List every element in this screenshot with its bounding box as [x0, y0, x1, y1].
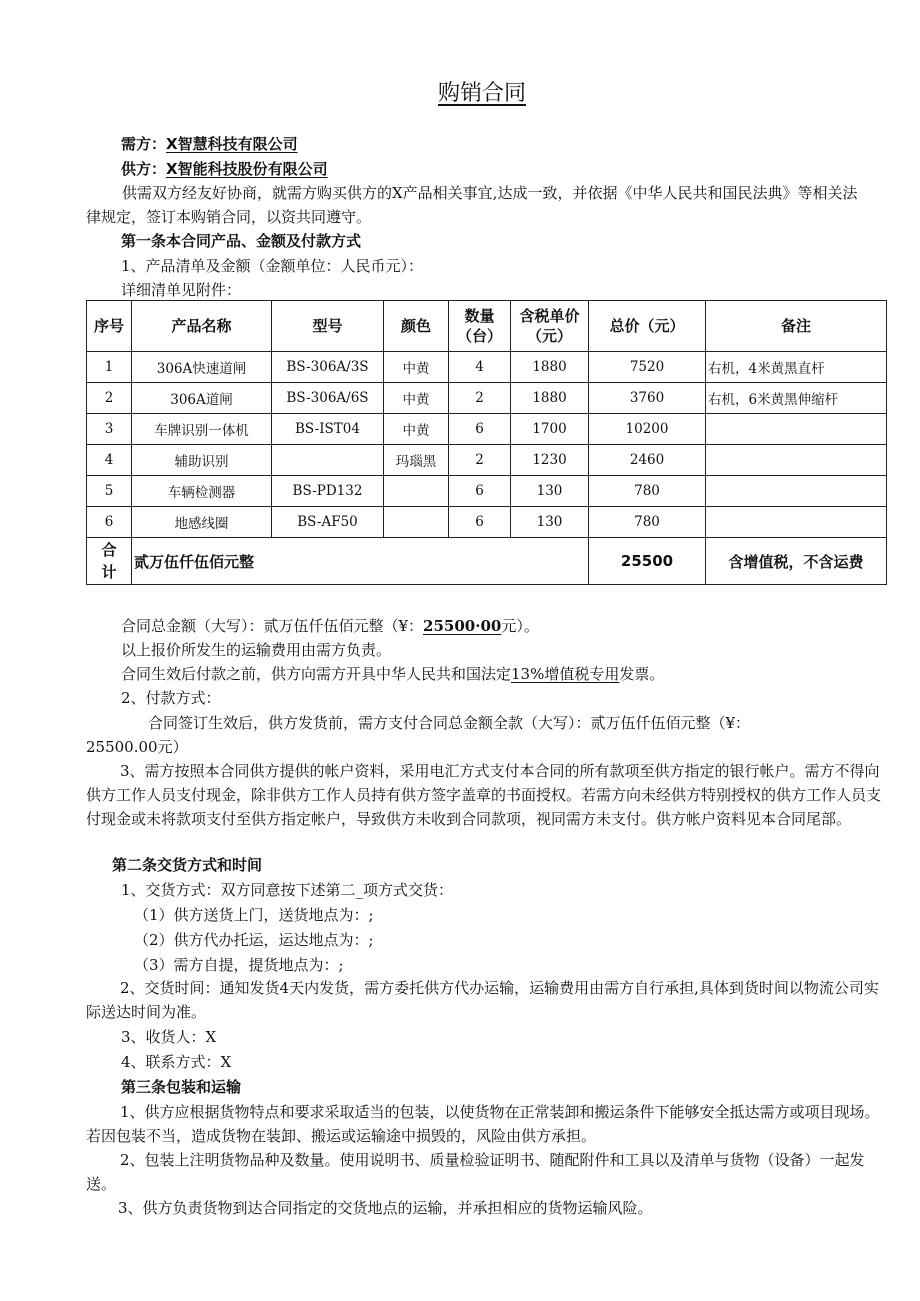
invoice-underlined: 13%增值税专用: [511, 665, 620, 683]
table-row: [87, 383, 887, 414]
table-cell: [706, 414, 887, 445]
table-cell: 6: [87, 507, 132, 538]
table-cell: 右机，6米黄黑伸缩杆: [706, 383, 887, 414]
table-cell: BS-PD132: [272, 476, 384, 507]
table-cell: 2460: [589, 445, 706, 476]
delivery-option-1: （1）供方送货上门，送货地点为：;: [134, 906, 374, 924]
total-label: 合计: [87, 538, 132, 585]
table-row: [87, 445, 887, 476]
table-row: [87, 507, 887, 538]
table-cell: 130: [511, 507, 589, 538]
table-cell: 2: [449, 383, 511, 414]
total-value: 25500: [589, 538, 706, 585]
table-cell: 780: [589, 476, 706, 507]
table-cell: 1: [87, 352, 132, 383]
table-cell: [384, 476, 449, 507]
header-cell: 型号: [272, 301, 384, 352]
table-cell: 1700: [511, 414, 589, 445]
table-cell: 车辆检测器: [132, 476, 272, 507]
header-cell: 备注: [706, 301, 887, 352]
article2-item4: 4、联系方式：X: [121, 1053, 232, 1071]
table-header-row: [87, 301, 887, 352]
table-cell: 2: [449, 445, 511, 476]
total-note: 含增值税，不含运费: [706, 538, 887, 585]
intro-paragraph: 供需双方经友好协商，就需方购买供方的X产品相关事宜,达成一致，并依据《中华人民共和国民法典》等相关法律规定，签订本购销合同，以资共同遵守。: [86, 184, 858, 226]
amount-prefix: 合同总金额（大写）：贰万伍仟伍佰元整（¥：: [121, 617, 424, 635]
table-cell: 右机，4米黄黑直杆: [706, 352, 887, 383]
table-cell: 3760: [589, 383, 706, 414]
table-cell: 10200: [589, 414, 706, 445]
table-row: [87, 414, 887, 445]
table-total-row: [87, 538, 887, 585]
article3-item2: 2、包装上注明货物品种及数量。使用说明书、质量检验证明书、随配附件和工具以及清单与货物（设备）一起发送。: [86, 1151, 865, 1193]
table-cell: 780: [589, 507, 706, 538]
invoice-suffix: 发票。: [619, 665, 665, 683]
table-cell: 1230: [511, 445, 589, 476]
table-cell: 6: [449, 507, 511, 538]
table-cell: 中黄: [384, 414, 449, 445]
header-cell: 数量（台）: [449, 301, 511, 352]
table-cell: 玛瑙黑: [384, 445, 449, 476]
amount-suffix: 元）。: [501, 617, 539, 635]
table-cell: [706, 476, 887, 507]
invoice-prefix: 合同生效后付款之前，供方向需方开具中华人民共和国法定: [121, 665, 512, 683]
header-cell: 总价（元）: [589, 301, 706, 352]
article2-item2: 2、交货时间：通知发货4天内发货，需方委托供方代办运输，运输费用由需方自行承担,具体到货时间以物流公司实际送达时间为准。: [86, 979, 879, 1021]
article1-item3: 3、需方按照本合同供方提供的帐户资料，采用电汇方式支付本合同的所有款项至供方指定的银行帐户。需方不得向供方工作人员支付现金，除非供方工作人员持有供方签字盖章的书面授权。若需方向未经供方特别授权的供方工作人员支付现金或未将款项支付至供方指定帐户，导致供方未收到合同款项，视同需方未支付。供方帐户资料见本合同尾部。: [86, 762, 882, 828]
table-cell: BS-306A/3S: [272, 352, 384, 383]
invoice-line: [121, 662, 664, 686]
table-cell: 辅助识别: [132, 445, 272, 476]
detail-note: 详细清单见附件：: [121, 281, 242, 299]
table-cell: 地感线圈: [132, 507, 272, 538]
table-cell: 6: [449, 414, 511, 445]
table-cell: [706, 507, 887, 538]
table-cell: [384, 507, 449, 538]
article1-item2: 2、付款方式：: [121, 689, 221, 707]
table-cell: 306A快速道闸: [132, 352, 272, 383]
table-row: [87, 476, 887, 507]
header-cell: 颜色: [384, 301, 449, 352]
table-cell: 306A道闸: [132, 383, 272, 414]
delivery-option-2: （2）供方代办托运，运达地点为：;: [134, 931, 374, 949]
table-cell: [272, 445, 384, 476]
article2-heading: 第二条交货方式和时间: [112, 856, 263, 874]
payment-line2: 25500.00元）: [86, 738, 188, 756]
article3-item1: 1、供方应根据货物特点和要求采取适当的包装，以使货物在正常装卸和搬运条件下能够安全抵达需方或项目现场。若因包装不当，造成货物在装卸、搬运或运输途中损毁的，风险由供方承担。: [86, 1103, 880, 1145]
seller-line: [121, 158, 328, 179]
table-cell: 6: [449, 476, 511, 507]
table-cell: [706, 445, 887, 476]
payment-line1: 合同签订生效后，供方发货前，需方支付合同总金额全款（大写）：贰万伍仟伍佰元整（¥：: [148, 714, 751, 732]
table-row: [87, 352, 887, 383]
table-cell: 1880: [511, 383, 589, 414]
product-table: [86, 300, 887, 585]
page-title: 购销合同: [438, 81, 527, 106]
table-cell: 2: [87, 383, 132, 414]
buyer-name: X智慧科技有限公司: [166, 135, 298, 153]
article1-item1: 1、产品清单及金额（金额单位：人民币元）：: [121, 257, 424, 275]
header-cell: 含税单价（元）: [511, 301, 589, 352]
table-cell: 4: [449, 352, 511, 383]
table-cell: 7520: [589, 352, 706, 383]
total-amount-line: [121, 614, 539, 638]
article2-item3: 3、收货人：X: [121, 1028, 217, 1046]
freight-note: 以上报价所发生的运输费用由需方负责。: [121, 641, 392, 659]
table-cell: BS-306A/6S: [272, 383, 384, 414]
table-cell: BS-AF50: [272, 507, 384, 538]
table-cell: BS-IST04: [272, 414, 384, 445]
delivery-option-3: （3）需方自提，提货地点为：;: [134, 956, 344, 974]
article3-item3: 3、供方负责货物到达合同指定的交货地点的运输，并承担相应的货物运输风险。: [118, 1199, 653, 1217]
seller-label: 供方：: [121, 160, 167, 178]
table-cell: 5: [87, 476, 132, 507]
header-cell: 序号: [87, 301, 132, 352]
article2-item1: 1、交货方式：双方同意按下述第二_项方式交货：: [121, 881, 454, 899]
table-cell: 中黄: [384, 352, 449, 383]
article3-heading: 第三条包装和运输: [121, 1078, 242, 1096]
table-cell: 130: [511, 476, 589, 507]
buyer-label: 需方：: [121, 135, 167, 153]
table-cell: 中黄: [384, 383, 449, 414]
amount-bold: 25500·00: [423, 617, 502, 635]
header-cell: 产品名称: [132, 301, 272, 352]
table-cell: 3: [87, 414, 132, 445]
table-cell: 4: [87, 445, 132, 476]
table-cell: 1880: [511, 352, 589, 383]
table-cell: 车牌识别一体机: [132, 414, 272, 445]
seller-name: X智能科技股份有限公司: [166, 160, 328, 178]
buyer-line: [121, 133, 298, 154]
total-words: 贰万伍仟伍佰元整: [132, 538, 589, 585]
article1-heading: 第一条本合同产品、金额及付款方式: [121, 232, 362, 250]
